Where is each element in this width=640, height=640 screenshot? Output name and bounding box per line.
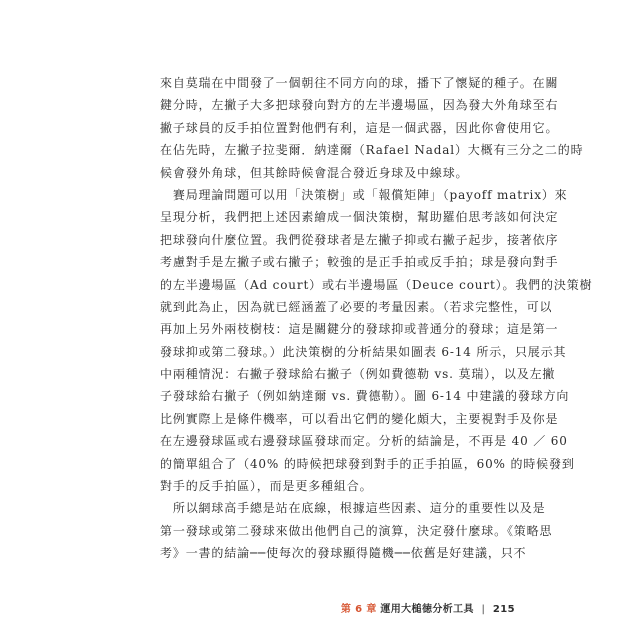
text-line: 就到此為止，因為就已經涵蓋了必要的考量因素。（若求完整性，可以: [160, 299, 553, 314]
text-line: 的簡單組合了（40% 的時候把球發到對手的正手拍區，60% 的時候發到: [160, 456, 575, 471]
text-line: 候會發外角球，但其餘時候會混合發近身球及中線球。: [160, 165, 469, 180]
text-line: 把球發向什麼位置。我們從發球者是左撇子抑或右撇子起步，接著依序: [160, 232, 559, 247]
text-line: 子發球給右撇子（例如納達爾 vs. 費德勒）。圖 6-14 中建議的發球方向: [160, 389, 570, 404]
paragraph-1: [160, 72, 584, 184]
text-line: 第一發球或第二發球來做出他們自己的演算，決定發什麼球。《策略思: [160, 523, 553, 538]
text-line: 對手的反手拍區），而是更多種組合。: [160, 479, 373, 494]
text-line: 的左半邊場區（Ad court）或右半邊場區（Deuce court）。我們的決策樹: [160, 277, 593, 292]
footer-separator: |: [481, 604, 486, 615]
text-line: 發球抑或第二發球。）此決策樹的分析結果如圖表 6-14 所示，只展示其: [160, 344, 567, 359]
text-line: 賽局理論問題可以用「決策樹」或「報償矩陣」（payoff matrix）來: [160, 187, 568, 202]
text-line: 鍵分時，左撇子大多把球發向對方的左半邊場區，因為發大外角球至右: [160, 98, 559, 113]
page-number: 215: [492, 604, 515, 615]
text-line: 在左邊發球區或右邊發球區發球而定。分析的結論是，不再是 40 ／ 60: [160, 434, 568, 449]
text-line: 再加上另外兩枝樹枝：這是關鍵分的發球抑或普通分的發球；這是第一: [160, 322, 559, 337]
text-line: 考》一書的結論──使每次的發球顯得隨機──依舊是好建議，只不: [160, 546, 527, 561]
paragraph-2: [160, 184, 593, 497]
text-line: 呈現分析，我們把上述因素繪成一個決策樹，幫助羅伯思考該如何決定: [160, 210, 559, 225]
paragraph-3: [160, 497, 553, 564]
text-line: 中兩種情況：右撇子發球給右撇子（例如費德勒 vs. 莫瑞），以及左撇: [160, 367, 556, 382]
text-line: 撇子球員的反手拍位置對他們有利，這是一個武器，因此你會使用它。: [160, 120, 559, 135]
text-line: 考慮對手是左撇子或右撇子；較強的是正手拍或反手拍；球是發向對手: [160, 255, 559, 270]
text-line: 比例實際上是條件機率，可以看出它們的變化頗大，主要視對手及你是: [160, 411, 559, 426]
text-line: 來自莫瑞在中間發了一個朝往不同方向的球，播下了懷疑的種子。在關: [160, 76, 559, 90]
text-line: 在佔先時，左撇子拉斐爾．納達爾（Rafael Nadal）大概有三分之二的時: [160, 143, 584, 158]
page-footer: [341, 600, 515, 615]
chapter-title: 運用大槌徳分析工具: [380, 604, 474, 615]
chapter-label: 第 6 章: [340, 604, 377, 615]
body-text: [160, 72, 593, 565]
text-line: 所以網球高手總是站在底線，根據這些因素、這分的重要性以及是: [160, 501, 546, 516]
